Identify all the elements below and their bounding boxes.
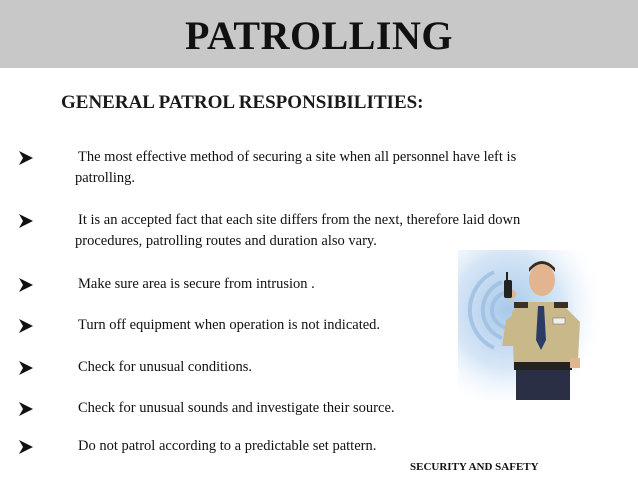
- bullet-text: It is an accepted fact that each site differs from the next, therefore laid down: [78, 212, 521, 228]
- bullet-text-continued: procedures, patrolling routes and duration also vary.: [75, 233, 377, 249]
- bullet-text: Check for unusual conditions.: [78, 359, 252, 375]
- bullet-text: The most effective method of securing a site when all personnel have left is: [78, 149, 517, 165]
- security-guard-illustration: [458, 250, 600, 400]
- bullet-text: Turn off equipment when operation is not indicated.: [78, 317, 381, 333]
- footer-label: SECURITY AND SAFETY: [410, 461, 539, 473]
- arrow-bullet-icon: [18, 213, 34, 229]
- bullet-text: Make sure area is secure from intrusion .: [78, 276, 315, 292]
- slide-title: PATROLLING: [185, 12, 453, 58]
- bullet-text: Do not patrol according to a predictable set pattern.: [78, 438, 377, 454]
- arrow-bullet-icon: [18, 360, 34, 376]
- slide-subtitle: GENERAL PATROL RESPONSIBILITIES:: [61, 92, 424, 113]
- arrow-bullet-icon: [18, 318, 34, 334]
- bullet-text-continued: patrolling.: [75, 170, 136, 186]
- arrow-bullet-icon: [18, 401, 34, 417]
- bullet-text: Check for unusual sounds and investigate their source.: [78, 400, 395, 416]
- arrow-bullet-icon: [18, 439, 34, 455]
- arrow-bullet-icon: [18, 277, 34, 293]
- arrow-bullet-icon: [18, 150, 34, 166]
